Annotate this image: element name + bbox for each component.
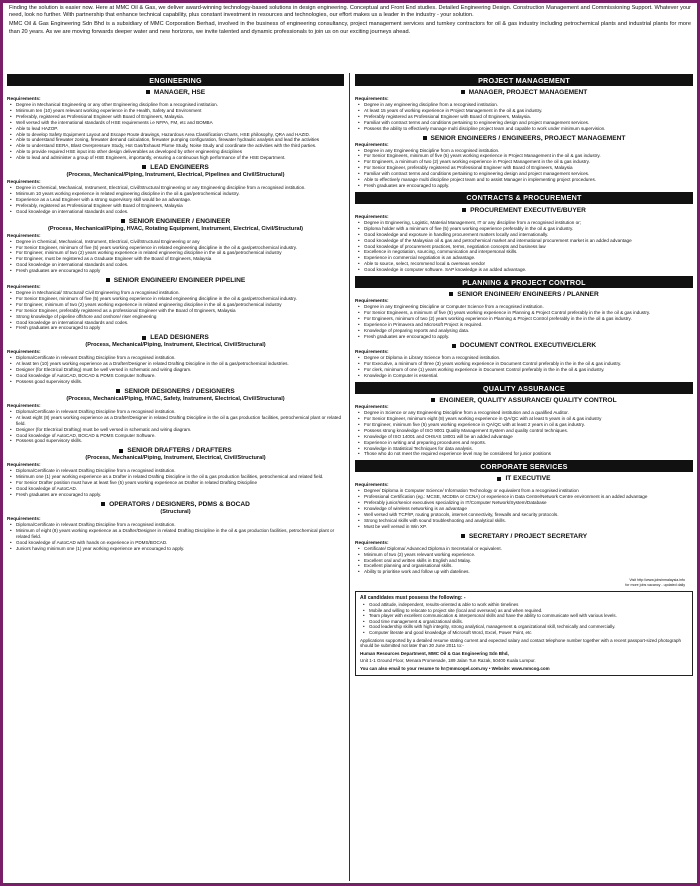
list-item: • Possess strong knowledge of ISO 9001 Quality Management System and quality control techniques. <box>364 428 693 434</box>
requirements-list <box>7 522 344 552</box>
list-item: • For clerk, minimum of one (1) years working experience in Document Control preferably in the in the oil & gas industry. <box>364 367 693 373</box>
job-disciplines: (Process, Mechanical/Piping, Instrument, Electrical, Pipelines and Civil/Structural) <box>66 172 285 179</box>
square-bullet-icon <box>462 208 466 212</box>
website-note-line-1: Visit http://www.jobsinmalaysia.info <box>629 578 685 583</box>
list-item: • Experience in writing and preparing procedures and reports. <box>364 440 693 446</box>
requirements-label: Requirements: <box>355 299 389 305</box>
list-item: • Knowledge in Computer is essential. <box>364 373 693 379</box>
list-item: • Able to develop Safety Equipment Layout and Escape Route drawings, Hazardous Area Classification Charts, HSE philosophy, QRA and HAZID. <box>16 132 344 138</box>
job-title <box>7 501 344 508</box>
square-bullet-icon <box>119 449 123 453</box>
square-bullet-icon <box>142 165 146 169</box>
list-item: • Familiar with contract terms and conditions pertaining to engineering design and project management services. <box>364 120 693 126</box>
right-column <box>355 73 693 881</box>
list-item: • Fresh graduates are encouraged to apply <box>16 325 344 331</box>
list-item: • Minimum of two (2) years relevant working experience. <box>364 552 693 558</box>
requirements-list <box>355 148 693 189</box>
list-item: • Diploma/Certificate in relevant Drafting Discipline from a recognised institution. <box>16 468 344 474</box>
requirements-label: Requirements: <box>355 214 389 220</box>
list-item: • Good knowledge of AutoCAD with hands on experience in PDMS/BOCAD. <box>16 540 344 546</box>
section-corporate-services <box>355 460 693 575</box>
requirements-label: Requirements: <box>355 540 389 546</box>
square-bullet-icon <box>431 398 435 402</box>
list-item: • For Senior Engineer, minimum of five (5) years working experience in related engineering discipline in the oil & gas/petrochemical industry. <box>16 296 344 302</box>
job-title-text: SENIOR ENGINEERS / ENGINEERS, PROJECT MANAGEMENT <box>430 134 626 142</box>
company-address: Unit 1-1 Ground Floor, Menara Promenade, 189 Jalan Tun Razak, 50400 Kuala Lumpur. <box>360 658 536 664</box>
list-item: • Preferably, registered as Professional Engineer with Board of Engineers, Malaysia. <box>16 114 344 120</box>
job-listing <box>7 164 344 215</box>
list-item: • Excellent planning and organisational skills. <box>364 563 693 569</box>
job-listing <box>7 277 344 331</box>
application-instructions: Applications supported by a detailed resume stating current and expected salary and contact telephone number together with a recent passport-sized photograph should be submitted not later than 30 June 2011 to:- <box>360 637 681 649</box>
candidate-requirements-heading: All candidates must possess the following: - <box>360 595 466 602</box>
list-item: • Able to understand EERA, Blast Overpressure Study, Hot Gas/Exhaust Plume Study, Noise Study and coordinate the activities with the third parties. <box>16 143 344 149</box>
list-item: • Good knowledge in computer software. SAP knowledge is an added advantage. <box>364 267 693 273</box>
job-title-text: DOCUMENT CONTROL EXECUTIVE/CLERK <box>459 342 597 350</box>
list-item: • Diploma/Certificate in relevant Drafting Discipline from a recognised institution. <box>16 409 344 415</box>
section-contracts-procurement <box>355 192 693 273</box>
job-title <box>7 218 344 225</box>
list-item: • Fresh graduates are encouraged to apply. <box>364 183 693 189</box>
list-item: • Possess the ability to effectively manage multi discipline project team and capable to work under minimum supervision. <box>364 126 693 132</box>
section-engineering <box>7 74 344 551</box>
candidate-requirements-list <box>360 602 688 636</box>
list-item: • For Engineer, minimum of two (2) years working experience in related engineering discipline in the oil & gas/petrochemical industry <box>16 250 344 256</box>
list-item: • Degree in Science or any Engineering Discipline from a recognised institution and a qualified Auditor. <box>364 410 693 416</box>
list-item: • For Engineers, a minimum of two (2) years working experience in Project Management in the oil & gas industry. <box>364 159 693 165</box>
list-item: • Minimum 10 years working experience in related engineering discipline in the oil & gas/petrochemical industry. <box>16 191 344 197</box>
list-item: • Minimum of eight (8) years working experience as a Drafter/Designer in related Drafting Discipline in the oil & gas production facilities, petrochemical plant or related field. <box>16 528 344 540</box>
requirements-label: Requirements: <box>7 350 41 356</box>
job-title <box>7 277 344 284</box>
column-divider <box>349 73 350 881</box>
candidate-requirements-box <box>355 591 693 676</box>
list-item: • At least eight (8) years working experience as a Drafter/Designer in related Drafting Discipline in the oil & gas production facilities, petrochemical plant or related field. <box>16 415 344 427</box>
job-title <box>7 388 344 395</box>
square-bullet-icon <box>461 534 465 538</box>
list-item: • Degree in Mechanical Engineering or any other Engineering discipline from a recognised institution. <box>16 102 344 108</box>
job-listing <box>7 388 344 444</box>
list-item: • For Senior Engineers, minimum of five (5) years working experience in Project Management in the oil & gas industry. <box>364 153 693 159</box>
job-title <box>355 533 693 540</box>
job-title <box>355 397 693 404</box>
list-item: • Juniors having minimum one (1) year working experience are encouraged to apply. <box>16 546 344 552</box>
list-item: • Must be well versed in Win XP. <box>364 524 693 530</box>
list-item: • Knowledge of preparing reports and analysing data. <box>364 328 693 334</box>
list-item: • Fresh graduates are encouraged to apply. <box>16 492 344 498</box>
list-item: • Able to lead HAZOP. <box>16 126 344 132</box>
job-disciplines: (Process, Mechanical/Piping, Instrument, Electrical, Civil/Structural) <box>85 342 266 349</box>
section-header: PLANNING & PROJECT CONTROL <box>355 276 693 288</box>
section-header: QUALITY ASSURANCE <box>355 382 693 394</box>
job-title <box>7 447 344 454</box>
list-item: • Well versed with the international standards of HSE requirements i.e NFPA, FM, etc and BOMBA <box>16 120 344 126</box>
list-item: • Experience as a Lead Engineer with a strong supervisory skill would be an advantage. <box>16 197 344 203</box>
list-item: • Degree/ Diploma in Computer Science/ Information Technology or equivalent from a recognised institution <box>364 488 693 494</box>
list-item: • Computer literate and good knowledge of Microsoft Word, Excel, Power Point, etc <box>369 630 688 636</box>
list-item: • Minimum ten (10) years relevant working experience in the Health, Safety and Environment <box>16 108 344 114</box>
list-item: • At least ten (10) years working experience as a Drafter/Designer in related Drafting Discipline in the oil & gas/petrochemical industries. <box>16 361 344 367</box>
job-title-text: IT EXECUTIVE <box>505 475 551 483</box>
square-bullet-icon <box>106 278 110 282</box>
square-bullet-icon <box>121 219 125 223</box>
job-listing <box>7 89 344 161</box>
list-item: • Fresh graduates are encouraged to apply <box>16 268 344 274</box>
list-item: • Good attitude, independent, results-oriented & able to work within timelines <box>369 602 688 608</box>
square-bullet-icon <box>497 477 501 481</box>
list-item: • Knowledge in Statistical Techniques for data analysis. <box>364 446 693 452</box>
job-title-text: ENGINEER, QUALITY ASSURANCE/ QUALITY CONTROL <box>439 397 617 405</box>
list-item: • For Senior Engineer, preferably registered as a professional Engineer with the Board of Engineers, Malaysia <box>16 308 344 314</box>
list-item: • Able to lead and administer a group of HSE Engineers, importantly, ensuring a continuous high performance of the HSE Department. <box>16 155 344 161</box>
job-title <box>355 342 693 349</box>
job-listing <box>355 135 693 189</box>
list-item: • Preferably, registered as Professional Engineer with Board of Engineers, Malaysia <box>16 203 344 209</box>
requirements-label: Requirements: <box>355 97 389 102</box>
list-item: • Good knowledge of procurement practices, terms, negotiation concepts and business law <box>364 244 693 250</box>
job-title-text: SENIOR DRAFTERS / DRAFTERS <box>127 447 232 455</box>
requirements-list <box>7 290 344 331</box>
job-listing <box>355 475 693 529</box>
square-bullet-icon <box>142 336 146 340</box>
requirements-label: Requirements: <box>355 405 389 411</box>
job-title-text: OPERATORS / DESIGNERS, PDMS & BOCAD <box>109 500 250 508</box>
list-item: • Professional Certification (eg.: MCSE, MCDBA or CCNA) or experience in Data Centre/Network Centre environment is an added advantage <box>364 494 693 500</box>
job-title-text: SENIOR DESIGNERS / DESIGNERS <box>124 387 235 395</box>
list-item: • Strong knowledge of pipeline offshore and onshore/ riser engineering <box>16 314 344 320</box>
list-item: • Knowledge of ISO 14001 and OHSAS 18001 will be an added advantage <box>364 434 693 440</box>
requirements-label: Requirements: <box>7 463 41 469</box>
list-item: • Excellence in negotiation, sourcing, communication and interpersonal skills. <box>364 249 693 255</box>
section-header: ENGINEERING <box>7 74 344 86</box>
list-item: • Strong technical skills with sound troubleshooting and analytical skills. <box>364 518 693 524</box>
job-listing <box>355 397 693 457</box>
list-item: • Minimum one (1) year working experience as a Drafter in related Drafting Discipline in the oil & gas production facilities, petrochemical and related field. <box>16 474 344 480</box>
list-item: • Good knowledge and exposure in handling procurement matters locally and internationally. <box>364 232 693 238</box>
requirements-list <box>7 468 344 498</box>
square-bullet-icon <box>116 389 120 393</box>
requirements-list <box>7 239 344 274</box>
job-title-text: LEAD DESIGNERS <box>150 334 209 342</box>
list-item: • Designer (for Electrical Drafting) must be well versed in schematic and wiring diagram. <box>16 367 344 373</box>
job-title <box>355 291 693 298</box>
left-column <box>7 73 344 881</box>
job-title-text: MANAGER, HSE <box>153 89 206 96</box>
website-note <box>355 578 685 587</box>
requirements-list <box>355 220 693 273</box>
job-listing <box>355 207 693 273</box>
job-listing <box>355 533 693 576</box>
job-title <box>7 164 344 171</box>
square-bullet-icon <box>452 344 456 348</box>
job-title <box>355 89 693 96</box>
requirements-label: Requirements: <box>355 483 389 489</box>
job-listing <box>7 334 344 385</box>
square-bullet-icon <box>449 292 453 296</box>
requirements-list <box>355 355 693 379</box>
job-title-text: SENIOR ENGINEER / ENGINEER <box>128 217 231 225</box>
list-item: • Good time management & organizational skills. <box>369 619 688 625</box>
list-item: • Designer (for Electrical Drafting) must be well versed in schematic and wiring diagram. <box>16 427 344 433</box>
job-listing <box>7 501 344 552</box>
job-disciplines: (Process, Mechanical/Piping, Instrument, Electrical, Civil/Structural) <box>85 455 266 462</box>
requirements-list <box>7 185 344 215</box>
list-item: • Good knowledge of AutoCAD. <box>16 486 344 492</box>
list-item: • Good knowledge of AutoCAD, BOCAD & PDMS Computer Software. <box>16 373 344 379</box>
section-planning-project-control <box>355 276 693 379</box>
job-listing <box>355 291 693 339</box>
job-title <box>355 475 693 482</box>
section-header: CONTRACTS & PROCUREMENT <box>355 192 693 204</box>
list-item: • For Executive, a minimum of three (3) years working experience in Document Control preferably in the in the oil & gas industry. <box>364 361 693 367</box>
job-disciplines: (Process, Mechanical/Piping, HVAC, Safety, Instrument, Electrical, Civil/Structural) <box>66 395 285 402</box>
job-disciplines: (Structural) <box>160 508 191 515</box>
company-name: Human Resources Department, MMC Oil & Gas Engineering Sdn Bhd, <box>360 650 509 656</box>
list-item: • Familiar with contract terms and conditions pertaining to engineering design and project management services. <box>364 171 693 177</box>
list-item: • Mobile and willing to relocate to project site (local and overseas) as and when required. <box>369 608 688 614</box>
intro-paragraph-1: Finding the solution is easier now. Here at MMC Oil & Gas, we deliver award-winning technology-based solutions in design engineering. Conceptual and Front End studies. Detailed Engineering Design. Construction Management and Commissioning Support. Whatever your need, look no further. With partnership that enhance technical capability, plus constant investment in resources and technologies, our effort makes us a leader in the industry - your solution. <box>9 5 691 19</box>
job-title <box>355 207 693 214</box>
list-item: • Good knowledge on international standards and codes. <box>16 209 344 215</box>
list-item: • Fresh graduates are encouraged to apply. <box>364 334 693 340</box>
list-item: • Team player with excellent communication & interpersonal skills and have the ability to communicate well with various levels. <box>369 613 688 619</box>
requirements-label: Requirements: <box>7 180 41 186</box>
requirements-list <box>355 546 693 576</box>
section-project-management <box>355 74 693 189</box>
list-item: • Experience in commercial negotiation is an advantage. <box>364 255 693 261</box>
list-item: • For Engineers, minimum of two (2) years working experience in Planning & Project Control preferably in the in the oil & gas industry. <box>364 316 693 322</box>
list-item: • Degree in Mechanical/ Structural/ Civil Engineering from a recognised institution. <box>16 290 344 296</box>
intro-text <box>9 5 691 38</box>
list-item: • Good leadership skills with high integrity, strong analytical, management & organizational skill, technically and commercially. <box>369 624 688 630</box>
list-item: • Knowledge of wireless networking is an advantage <box>364 506 693 512</box>
section-header: PROJECT MANAGEMENT <box>355 74 693 86</box>
list-item: • Able to effectively manage multi discipline project team and to assist Manager in implementing project procedures. <box>364 177 693 183</box>
requirements-label: Requirements: <box>355 350 389 356</box>
requirements-list <box>7 355 344 385</box>
list-item: • Diploma/Certificate in relevant Drafting Discipline from a recognised institution. <box>16 522 344 528</box>
job-title-text: MANAGER, PROJECT MANAGEMENT <box>468 89 588 96</box>
contact-line: You can also email to your resume to hr@mmcogel.com.my • Website: www.mmcog.com <box>360 665 550 671</box>
square-bullet-icon <box>146 90 150 94</box>
list-item: • Well versed with TCP/IP, routing protocols, internet connectivity, firewalls and security protocols. <box>364 512 693 518</box>
list-item: • For Senior Engineer, minimum eight (8) years working experience in QA/QC with at least 5 years in oil & gas industry <box>364 416 693 422</box>
requirements-list <box>355 410 693 457</box>
job-title-text: LEAD ENGINEERS <box>150 164 209 172</box>
square-bullet-icon <box>461 90 465 94</box>
website-note-line-2: for more jobs vacancy - updated daily <box>625 582 685 587</box>
list-item: • Able to provide required HSE input into other design deliverables as developed by other engineering disciplines <box>16 149 344 155</box>
requirements-label: Requirements: <box>7 285 41 291</box>
list-item: • For Engineer, must be registered as a Graduate Engineer with the Board of Engineers, Malaysia <box>16 256 344 262</box>
list-item: • Degree in Chemical, Mechanical, Instrument, Electrical, Civil/Structural Engineering or any <box>16 239 344 245</box>
list-item: • Excellent oral and written skills in English and Malay. <box>364 558 693 564</box>
list-item: • Possess good supervisory skills. <box>16 379 344 385</box>
list-item: • At least 15 years of working experience in Project Management in the oil & gas industry. <box>364 108 693 114</box>
job-title-text: SENIOR ENGINEER/ ENGINEERS / PLANNER <box>457 291 599 299</box>
list-item: • Diploma holder with a minimum of five (5) years working experience preferably in the oil & gas industry. <box>364 226 693 232</box>
list-item: • Experience in Primavera and Microsoft Project is required. <box>364 322 693 328</box>
list-item: • Degree in any Engineering Discipline from a recognised institution. <box>364 148 693 154</box>
list-item: • Degree in Engineering, Logistic, Material Management, IT or any discipline from a recognised institution or; <box>364 220 693 226</box>
list-item: • Ability to prioritise work and follow up with datelines. <box>364 569 693 575</box>
list-item: • Preferably registered as Professional Engineer with Board of Engineers, Malaysia. <box>364 114 693 120</box>
list-item: • Good knowledge on international standards and codes. <box>16 320 344 326</box>
job-title <box>7 89 344 96</box>
list-item: • Degree or Diploma in Library Science from a recognised institution. <box>364 355 693 361</box>
list-item: • Able to understand firewater zoning, firewater demand calculation, firewater pumping configuration, firewater hydraulic analysis and lead the activities <box>16 137 344 143</box>
requirements-list <box>7 102 344 161</box>
list-item: • Good knowledge of the Malaysian oil & gas and petrochemical market and international procurement market is an added advantage <box>364 238 693 244</box>
requirements-label: Requirements: <box>7 97 41 102</box>
list-item: • Good knowledge on international standards and codes. <box>16 262 344 268</box>
requirements-label: Requirements: <box>355 142 389 148</box>
requirements-label: Requirements: <box>7 403 41 409</box>
requirements-label: Requirements: <box>7 516 41 522</box>
job-title <box>7 334 344 341</box>
job-listing <box>7 447 344 498</box>
list-item: • For Engineer, minimum five (5) years working experience in QA/QC with at least 2 years in oil & gas industry. <box>364 422 693 428</box>
intro-paragraph-2: MMC Oil & Gas Engineering Sdn Bhd is a subsidiary of MMC Corporation Berhad, involved in the business of engineering consultancy, project management services and turnkey contractors for oil & gas industry including petrochemical plants and industrial plants for more than 20 years. As we are moving forwards deeper water and new horizons, we invite talented and dynamic professionals to join us on our exciting journeys ahead. <box>9 21 691 35</box>
list-item: • For Senior Drafter position must have at least five (5) years working experience as Drafter in related Drafting Discipline <box>16 480 344 486</box>
list-item: • Degree in any Engineering Discipline or Computer Science from a recognised institution. <box>364 304 693 310</box>
job-listing <box>355 89 693 132</box>
requirements-list <box>355 488 693 529</box>
square-bullet-icon <box>101 502 105 506</box>
list-item: • Good knowledge of AutoCAD, BOCAD & PDMS Computer Software. <box>16 433 344 439</box>
list-item: • For Senior Engineer, minimum of five (5) years working experience in related engineering discipline in the oil & gas/petrochemical industry. <box>16 245 344 251</box>
job-advertisement-page <box>3 3 697 883</box>
list-item: • Certificate/ Diploma/ Advanced Diploma in Secretarial or equivalent. <box>364 546 693 552</box>
list-item: • For Senior Engineer, preferably registered as Professional Engineer with Board of Engineers, Malaysia <box>364 165 693 171</box>
requirements-list <box>355 304 693 339</box>
section-header: CORPORATE SERVICES <box>355 460 693 472</box>
section-quality-assurance <box>355 382 693 457</box>
list-item: • Preferably junior/senior executives specializing in IT/Computer Network/System/Database <box>364 500 693 506</box>
job-listing <box>7 218 344 274</box>
job-title-text: SENIOR ENGINEER/ ENGINEER PIPELINE <box>113 277 246 285</box>
list-item: • Possess good supervisory skills. <box>16 438 344 444</box>
requirements-list <box>7 409 344 444</box>
job-listing <box>355 342 693 379</box>
job-title-text: PROCUREMENT EXECUTIVE/BUYER <box>470 206 586 214</box>
list-item: • Able to source, select, recommend local & overseas vendor <box>364 261 693 267</box>
job-disciplines: (Process, Mechanical/Piping, HVAC, Rotating Equipment, Instrument, Electrical, Civil/Structural) <box>47 225 304 232</box>
requirements-label: Requirements: <box>7 233 41 239</box>
list-item: • Diploma/Certificate in relevant Drafting Discipline from a recognised institution. <box>16 355 344 361</box>
list-item: • Degree in Chemical, Mechanical, Instrument, Electrical, Civil/Structural Engineering or any Engineering discipline from a recognised institution. <box>16 185 344 191</box>
requirements-list <box>355 102 693 132</box>
square-bullet-icon <box>423 136 427 140</box>
list-item: • For Engineer, minimum of two (2) years working experience in related engineering discipline in the oil & gas/petrochemical industry <box>16 302 344 308</box>
job-title <box>355 135 693 142</box>
list-item: • Those who do not meet the required experience level may be considered for junior positions <box>364 451 693 457</box>
list-item: • For Senior Engineers, a minimum of five (5) years working experience in Planning & Project Control preferably in the in the oil & gas industry. <box>364 310 693 316</box>
job-title-text: SECRETARY / PROJECT SECRETARY <box>468 532 588 540</box>
list-item: • Degree in any engineering discipline from a recognised institution. <box>364 102 693 108</box>
